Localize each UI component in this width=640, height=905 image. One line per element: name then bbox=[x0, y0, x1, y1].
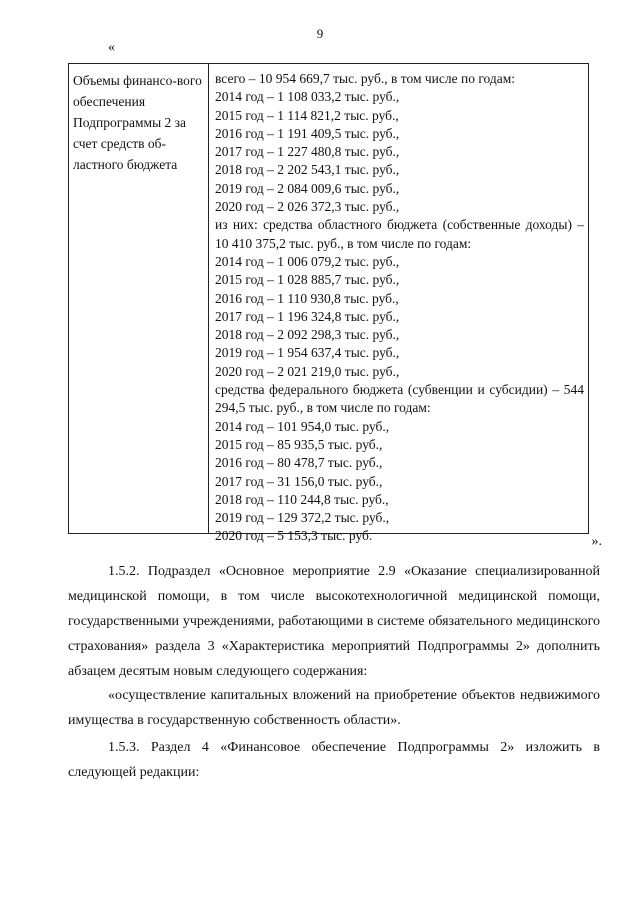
year-line: 2015 год – 85 935,5 тыс. руб., bbox=[215, 436, 383, 452]
paragraph-quoted-insert: «осуществление капитальных вложений на приобретение объектов недвижимого имущества в государственную собственность области». bbox=[68, 688, 600, 728]
paragraph-1-5-2: 1.5.2. Подраздел «Основное мероприятие 2.9 «Оказание специализированной медицинской помощи, в том числе высокотехнологичной медицинской помощи, государственными учреждениями, работающими в системе обязательного медицинского страхования» раздела 3 «Характеристика мероприятий Подпрограммы 2» дополнить абзацем десятым новым следующего содержания: bbox=[68, 564, 600, 679]
year-line: 2018 год – 2 092 298,3 тыс. руб., bbox=[215, 327, 400, 343]
year-line: 2017 год – 1 227 480,8 тыс. руб., bbox=[215, 144, 400, 160]
year-line: 2018 год – 110 244,8 тыс. руб., bbox=[215, 491, 389, 507]
year-line: 2015 год – 1 028 885,7 тыс. руб., bbox=[215, 272, 400, 288]
paragraph-1-5-3: 1.5.3. Раздел 4 «Финансовое обеспечение Подпрограммы 2» изложить в следующей редакции: bbox=[68, 740, 600, 780]
year-line: 2020 год – 5 153,3 тыс. руб. bbox=[215, 528, 373, 544]
opening-quote-mark: « bbox=[108, 40, 115, 55]
year-line: 2014 год – 1 006 079,2 тыс. руб., bbox=[215, 253, 400, 269]
page-number: 9 bbox=[316, 26, 324, 41]
year-line: 2017 год – 31 156,0 тыс. руб., bbox=[215, 473, 383, 489]
financing-table bbox=[68, 63, 589, 544]
table-label-cell: Объемы финансо-вого обеспечения Подпрограммы 2 за счет средств об-ластного бюджета bbox=[69, 64, 209, 533]
year-line: 2018 год – 2 202 543,1 тыс. руб., bbox=[215, 162, 400, 178]
total-line: всего – 10 954 669,7 тыс. руб., в том числе по годам: bbox=[215, 71, 516, 86]
year-line: 2019 год – 1 954 637,4 тыс. руб., bbox=[215, 345, 400, 361]
federal-budget-line: средства федерального бюджета (субвенции и субсидии) – 544 294,5 тыс. руб., в том числе по годам: bbox=[215, 382, 584, 416]
year-line: 2015 год – 1 114 821,2 тыс. руб., bbox=[215, 107, 399, 123]
year-line: 2019 год – 129 372,2 тыс. руб., bbox=[215, 510, 390, 526]
year-line: 2016 год – 1 191 409,5 тыс. руб., bbox=[215, 125, 400, 141]
regional-budget-line: из них: средства областного бюджета (собственные доходы) – 10 410 375,2 тыс. руб., в том числе по годам: bbox=[215, 217, 584, 251]
year-line: 2017 год – 1 196 324,8 тыс. руб., bbox=[215, 308, 400, 324]
closing-quote-mark: ». bbox=[591, 534, 602, 549]
year-line: 2020 год – 2 026 372,3 тыс. руб., bbox=[215, 199, 400, 215]
year-line: 2020 год – 2 021 219,0 тыс. руб., bbox=[215, 363, 400, 379]
year-line: 2014 год – 101 954,0 тыс. руб., bbox=[215, 418, 390, 434]
year-line: 2019 год – 2 084 009,6 тыс. руб., bbox=[215, 180, 400, 196]
table-values-cell bbox=[209, 64, 588, 544]
year-line: 2016 год – 80 478,7 тыс. руб., bbox=[215, 455, 383, 471]
year-line: 2014 год – 1 108 033,2 тыс. руб., bbox=[215, 89, 400, 105]
year-line: 2016 год – 1 110 930,8 тыс. руб., bbox=[215, 290, 399, 306]
